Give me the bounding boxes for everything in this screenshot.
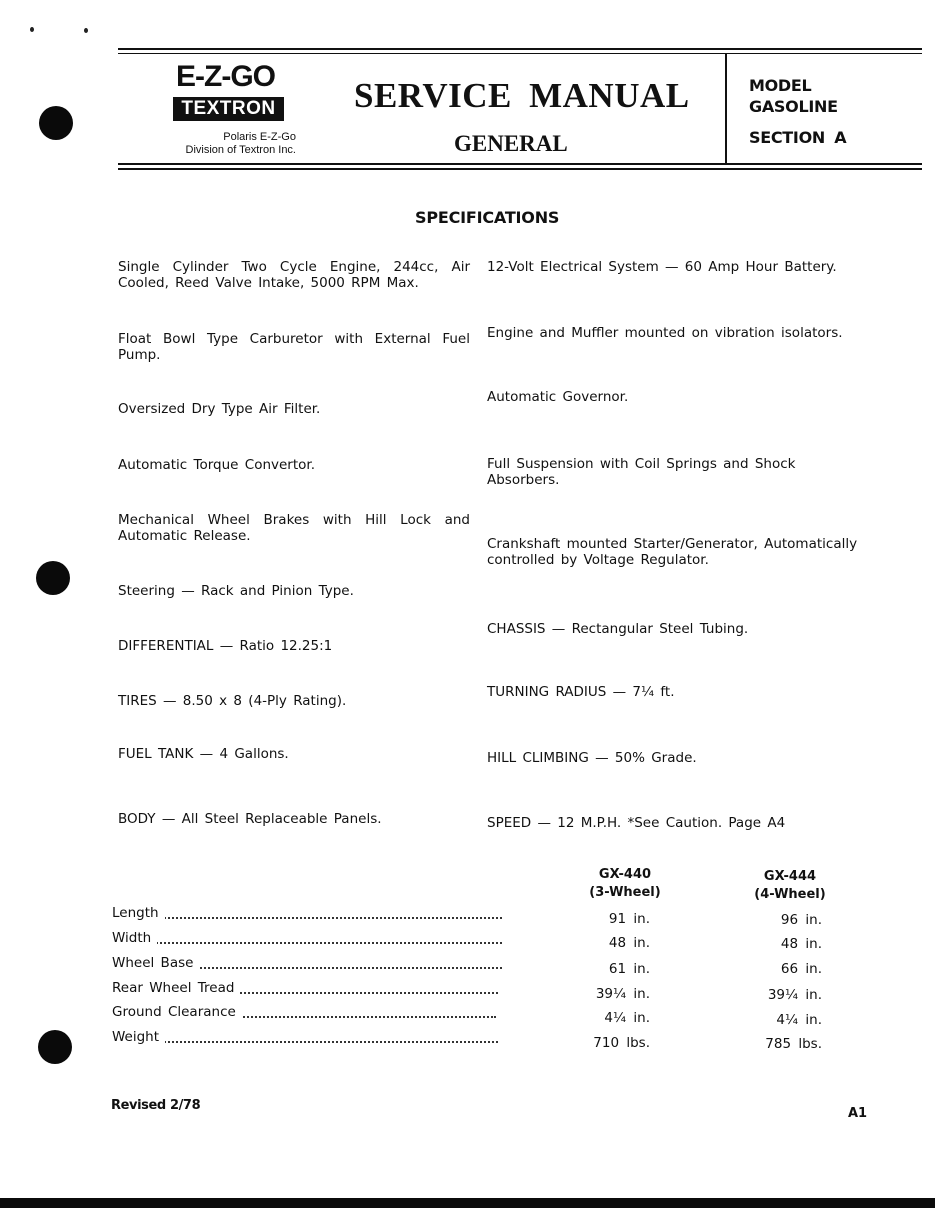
column-model: GX-440 [598, 867, 652, 882]
model-label: MODEL [749, 76, 812, 95]
page-number: A1 [848, 1106, 868, 1121]
spec-right-item: 12-Volt Electrical System — 60 Amp Hour Battery. [487, 259, 837, 275]
value-gx444: 48 in. [780, 936, 822, 952]
leader-dots [112, 1041, 498, 1043]
column-header-gx440 [565, 866, 685, 902]
column-model: GX-444 [763, 869, 817, 884]
value-gx440: 61 in. [608, 961, 650, 977]
fuel-type-label: GASOLINE [749, 97, 838, 116]
spec-left-item: FUEL TANK — 4 Gallons. [118, 746, 289, 762]
value-gx444: 785 lbs. [765, 1036, 822, 1052]
value-gx440: 710 lbs. [593, 1035, 650, 1051]
row-label: Rear Wheel Tread [112, 980, 498, 997]
spec-right-item: SPEED — 12 M.P.H. *See Caution. Page A4 [487, 815, 786, 831]
revision-date: Revised 2/78 [111, 1098, 201, 1113]
spec-left-item: BODY — All Steel Replaceable Panels. [118, 811, 382, 827]
spec-right-item: Crankshaft mounted Starter/Generator, Automatically controlled by Voltage Regulator. [487, 536, 858, 568]
spec-right-item: Engine and Muffler mounted on vibration isolators. [487, 325, 843, 341]
value-gx444: 96 in. [780, 912, 822, 928]
leader-dots [112, 942, 502, 944]
spec-right-item: HILL CLIMBING — 50% Grade. [487, 750, 697, 766]
scan-speck [30, 27, 34, 32]
header-bottom-rule [118, 163, 922, 165]
row-label: Length [112, 905, 502, 922]
row-label: Ground Clearance [112, 1004, 496, 1021]
value-gx440: 39¼ in. [595, 986, 650, 1002]
spec-left-item: Oversized Dry Type Air Filter. [118, 401, 321, 417]
row-label: Width [112, 930, 502, 947]
spec-right-item: CHASSIS — Rectangular Steel Tubing. [487, 621, 749, 637]
column-header-gx444 [730, 868, 850, 904]
column-variant: (4-Wheel) [754, 887, 826, 902]
value-gx444: 4¼ in. [776, 1012, 822, 1028]
document-subtitle: GENERAL [454, 131, 568, 156]
logo-ezgo: E-Z-GO [176, 60, 275, 93]
header-top-rule-thin [118, 53, 922, 54]
spec-left-item: Mechanical Wheel Brakes with Hill Lock and Automatic Release. [118, 512, 470, 544]
spec-left-item: Steering — Rack and Pinion Type. [118, 583, 354, 599]
spec-left-item: Automatic Torque Convertor. [118, 457, 316, 473]
leader-dots [112, 917, 502, 919]
spec-right-item: Full Suspension with Coil Springs and Shock Absorbers. [487, 456, 796, 488]
value-gx444: 39¼ in. [767, 987, 822, 1003]
row-label: Weight [112, 1029, 498, 1046]
logo-textron: TEXTRON [173, 97, 284, 121]
document-title: SERVICE MANUAL [354, 76, 690, 115]
value-gx440: 91 in. [608, 911, 650, 927]
scan-speck [84, 28, 88, 33]
value-gx440: 48 in. [608, 935, 650, 951]
section-label: SECTION A [749, 128, 847, 147]
spec-right-item: Automatic Governor. [487, 389, 629, 405]
spec-left-item: TIRES — 8.50 x 8 (4-Ply Rating). [118, 693, 347, 709]
punch-hole-middle [36, 561, 70, 595]
value-gx440: 4¼ in. [604, 1010, 650, 1026]
scan-edge-bar [0, 1198, 935, 1208]
column-variant: (3-Wheel) [589, 885, 661, 900]
row-label: Wheel Base [112, 955, 502, 972]
header-divider [725, 54, 727, 163]
spec-left-item: Single Cylinder Two Cycle Engine, 244cc, Air Cooled, Reed Valve Intake, 5000 RPM Max. [118, 259, 470, 291]
logo-subtitle-1: Polaris E-Z-Go [223, 131, 296, 143]
spec-right-item: TURNING RADIUS — 7¼ ft. [487, 684, 675, 700]
value-gx444: 66 in. [780, 961, 822, 977]
logo-subtitle-2: Division of Textron Inc. [185, 144, 296, 156]
spec-left-item: DIFFERENTIAL — Ratio 12.25:1 [118, 638, 333, 654]
header-bottom-rule-thin [118, 168, 922, 170]
spec-left-item: Float Bowl Type Carburetor with External Fuel Pump. [118, 331, 470, 363]
header-top-rule [118, 48, 922, 50]
punch-hole-top [39, 106, 73, 140]
punch-hole-bottom [38, 1030, 72, 1064]
specifications-heading: SPECIFICATIONS [415, 208, 560, 227]
